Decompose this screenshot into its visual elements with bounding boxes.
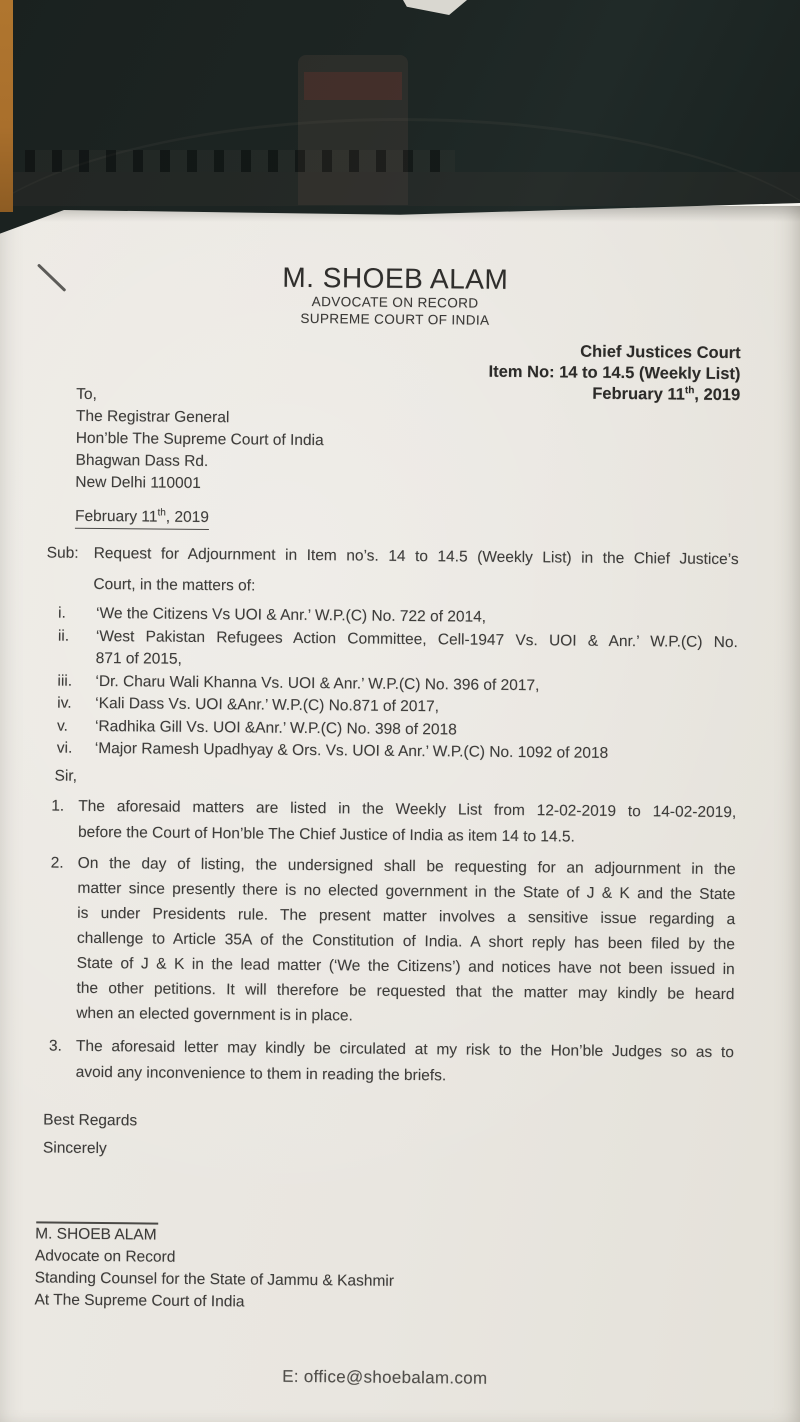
matter-text [96,625,738,676]
hearing-date-sup: th [684,385,695,397]
matter-number: vi. [56,739,73,757]
matter-line: ‘Dr. Charu Wali Khanna Vs. UOI & Anr.’ W.P.(C) No. 396 of 2017, [95,672,540,694]
paragraph-line: challenge to Article 35A of the Constitution of India. A short reply has been filed by the [76,929,736,953]
matter-item [46,625,738,677]
recipient-line: The Registrar General [75,407,230,427]
closing-regards: Best Regards [43,1110,138,1129]
paragraph-text [76,850,736,1031]
paragraph-text [76,1033,734,1091]
paragraph-number: 1. [51,797,65,815]
recipient-to: To, [76,385,97,403]
subject-line: Court, in the matters of: [93,575,256,595]
faint-base-band [0,172,800,206]
faint-colonnade [25,150,455,172]
recipient-line: Bhagwan Dass Rd. [75,451,209,471]
letter-date-sup: th [157,507,166,519]
matter-line: ‘West Pakistan Refugees Action Committee, Cell-1947 Vs. UOI & Anr.’ W.P.(C) No. [95,627,738,651]
letterhead-org: SUPREME COURT OF INDIA [300,310,490,328]
paragraph-number: 2. [50,854,64,872]
dark-backdrop [0,0,800,236]
subject-line: Request for Adjournment in Item no’s. 14 to 14.5 (Weekly List) in the Chief Justice’s [93,544,739,569]
paragraph-2 [42,850,736,1032]
letter-content [0,205,800,1392]
paragraph-number: 3. [48,1037,62,1055]
paragraph-line: avoid any inconvenience to them in reading the briefs. [75,1063,447,1084]
letterhead-name: M. SHOEB ALAM [282,261,509,295]
paragraph-line: On the day of listing, the undersigned shall be requesting for an adjournment in the [77,854,736,878]
matter-number: ii. [57,627,70,645]
signature-line: Standing Counsel for the State of Jammu & Kashmir [34,1268,395,1290]
closing-sincerely: Sincerely [42,1138,107,1157]
subject-label: Sub: [46,544,79,562]
hearing-date-main: February 11 [592,384,685,404]
matter-line: ‘Kali Dass Vs. UOI &Anr.’ W.P.(C) No.871 of 2017, [95,694,440,716]
matter-number: v. [56,717,68,735]
footer-email: E: office@shoebalam.com [282,1366,488,1388]
paragraph-line: the other petitions. It will therefore be requested that the matter may kindly be heard [76,979,735,1003]
letter-date-tail: , 2019 [165,508,209,527]
hearing-court: Chief Justices Court [580,342,741,363]
paragraph-1 [44,793,736,852]
paragraph-3 [42,1033,734,1092]
recipient-line: New Delhi 110001 [75,473,201,492]
letter-date [75,506,739,535]
subject-block [46,542,738,602]
paragraph-text [78,793,736,851]
matter-line: 871 of 2015, [95,649,182,668]
matter-number: iv. [57,694,72,712]
matter-line: ‘We the Citizens Vs UOI & Anr.’ W.P.(C) No. 722 of 2014, [96,604,487,626]
closing-block [43,1109,733,1166]
letter-date-underlined [75,506,209,530]
signature-block [34,1223,732,1318]
salutation: Sir, [54,767,78,785]
signature-name: M. SHOEB ALAM [35,1224,157,1244]
paragraph-line: The aforesaid letter may kindly be circulated at my risk to the Hon’ble Judges so as to [75,1037,734,1061]
wood-table-edge [0,0,13,212]
faint-building-band [304,72,402,100]
hearing-item: Item No: 14 to 14.5 (Weekly List) [488,362,741,384]
letter-paper [0,205,800,1422]
letterhead [49,260,742,331]
paragraph-line: before the Court of Hon’ble The Chief Justice of India as item 14 to 14.5. [77,823,575,846]
matter-number: iii. [57,672,73,690]
paragraph-line: when an elected government is in place. [76,1004,353,1024]
paragraph-line: is under Presidents rule. The present matter involves a sensitive issue regarding a [77,904,736,928]
hearing-date-tail: , 2019 [694,385,741,405]
signature-line: At The Supreme Court of India [34,1290,245,1310]
matters-list [45,602,738,766]
matter-number: i. [58,604,66,622]
matter-text [95,738,737,767]
signature-line: Advocate on Record [34,1246,176,1266]
letter-date-main: February 11 [74,507,158,526]
matter-line: ‘Major Ramesh Upadhyay & Ors. Vs. UOI & Anr.’ W.P.(C) No. 1092 of 2018 [94,739,609,762]
paragraph-line: State of J & K in the lead matter (‘We the Citizens’) and notices have not been issued in [76,954,735,978]
letterhead-role: ADVOCATE ON RECORD [311,293,479,311]
subject-text [93,543,738,602]
paragraph-line: The aforesaid matters are listed in the Weekly List from 12-02-2019 to 14-02-2019, [78,797,737,821]
recipient-line: Hon’ble The Supreme Court of India [75,429,324,450]
paragraph-line: matter since presently there is no elected government in the State of J & K and the State [77,879,736,903]
matter-line: ‘Radhika Gill Vs. UOI &Anr.’ W.P.(C) No. 398 of 2018 [94,717,457,738]
